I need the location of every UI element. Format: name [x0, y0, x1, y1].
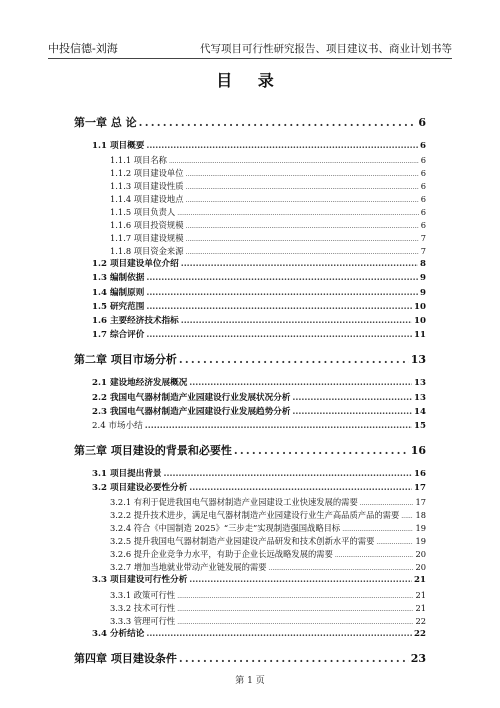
toc-page-number: 6	[420, 207, 426, 218]
toc-leader-dots	[186, 250, 419, 256]
toc-page-number: 19	[415, 536, 426, 547]
toc-leader-dots	[146, 303, 412, 312]
toc-leader-dots	[292, 408, 412, 417]
toc-page-number: 17	[415, 497, 426, 508]
toc-leader-dots	[234, 445, 409, 456]
toc-page-number: 6	[420, 220, 426, 231]
toc-entry-title: 1.1.4 项目建设地点	[110, 194, 184, 205]
toc-entry-title: 1.1.3 项目建设性质	[110, 181, 184, 192]
toc-entry-title: 1.3 编制依据	[92, 273, 145, 284]
toc-entry-title: 1.1 项目概要	[92, 141, 145, 151]
toc-leader-dots	[169, 159, 419, 165]
toc-leader-dots	[177, 594, 413, 600]
toc-leader-dots	[292, 394, 412, 403]
toc-leader-dots	[139, 117, 417, 128]
toc-subsection-entry[interactable]	[74, 617, 426, 630]
toc-leader-dots	[177, 211, 418, 217]
header-author: 中投信德-刘海	[48, 42, 118, 55]
toc-entry-title: 1.4 编制原则	[92, 287, 145, 298]
toc-section-entry[interactable]	[74, 379, 426, 393]
toc-chapter-entry[interactable]	[74, 354, 426, 371]
toc-leader-dots	[189, 576, 412, 585]
toc-entry-title: 1.2 项目建设单位介绍	[92, 259, 179, 270]
toc-page-number: 7	[420, 233, 426, 244]
toc-leader-dots	[146, 289, 418, 298]
toc-entry-title: 第二章 项目市场分析	[74, 353, 177, 367]
toc-page-number: 6	[420, 141, 426, 151]
toc-leader-dots	[146, 142, 418, 151]
toc-section-entry[interactable]	[74, 289, 426, 303]
toc-page-number: 6	[420, 155, 426, 166]
toc-section-entry[interactable]	[74, 142, 426, 156]
toc-page-number: 10	[414, 315, 426, 326]
toc-page-number: 21	[414, 575, 426, 586]
table-of-contents	[74, 108, 426, 678]
toc-leader-dots	[360, 501, 414, 507]
toc-page-number: 17	[414, 483, 426, 494]
toc-leader-dots	[186, 172, 419, 178]
toc-leader-dots	[179, 354, 409, 365]
toc-leader-dots	[145, 422, 412, 431]
toc-leader-dots	[146, 630, 412, 639]
toc-subsection-entry[interactable]	[74, 591, 426, 604]
toc-section-entry[interactable]	[74, 630, 426, 644]
toc-chapter-entry[interactable]	[74, 445, 426, 462]
toc-leader-dots	[186, 237, 419, 243]
toc-entry-title: 3.4 分析结论	[92, 628, 145, 639]
toc-entry-title: 3.2.7 增加当地就业带动产业链发展的需要	[110, 562, 267, 573]
toc-leader-dots	[189, 484, 412, 493]
toc-leader-dots	[181, 317, 412, 326]
toc-leader-dots	[376, 540, 413, 546]
toc-page-number: 9	[420, 273, 426, 284]
toc-title: 目 录	[216, 71, 284, 90]
toc-chapter-entry[interactable]	[74, 117, 426, 134]
toc-entry-title: 第四章 项目建设条件	[74, 651, 177, 665]
toc-page-number: 22	[414, 628, 426, 639]
toc-leader-dots	[164, 470, 413, 479]
toc-entry-title: 2.1 建设地经济发展概况	[92, 378, 188, 389]
toc-page-number: 13	[414, 378, 426, 389]
toc-entry-title: 1.1.6 项目投资规模	[110, 220, 184, 231]
toc-section-entry[interactable]	[74, 303, 426, 317]
toc-entry-title: 3.3.2 技术可行性	[110, 602, 176, 613]
toc-leader-dots	[181, 260, 418, 269]
toc-entry-title: 第三章 项目建设的背景和必要性	[74, 444, 232, 458]
toc-entry-title: 第一章 总 论	[74, 116, 137, 129]
toc-leader-dots	[146, 331, 412, 340]
toc-page-number: 23	[410, 651, 426, 665]
toc-section-entry[interactable]	[74, 422, 426, 436]
toc-entry-title: 2.3 我国电气器材制造产业园建设行业发展趋势分析	[92, 406, 291, 417]
toc-leader-dots	[335, 553, 414, 559]
toc-entry-title: 3.2.2 提升技术进步，满足电气器材制造产业园建设行业生产高品质产品的需要	[110, 510, 400, 521]
toc-page-number: 19	[415, 523, 426, 534]
toc-entry-title: 2.2 我国电气器材制造产业园建设行业发展状况分析	[92, 392, 291, 403]
toc-entry-title: 1.1.7 项目建设规模	[110, 233, 184, 244]
toc-leader-dots	[189, 379, 412, 388]
toc-page-number: 21	[415, 602, 426, 613]
toc-entry-title: 3.3 项目建设可行性分析	[92, 575, 188, 586]
toc-leader-dots	[177, 620, 413, 626]
toc-entry-title: 1.6 主要经济技术指标	[92, 315, 179, 326]
toc-section-entry[interactable]	[74, 484, 426, 498]
toc-page-number: 21	[415, 589, 426, 600]
toc-page-number: 10	[414, 301, 426, 312]
toc-leader-dots	[179, 653, 409, 664]
toc-page-number: 6	[420, 181, 426, 192]
toc-leader-dots	[269, 566, 414, 572]
toc-entry-title: 3.2.5 提升我国电气器材制造产业园建设产品研发和技术创新水平的需要	[110, 536, 375, 547]
toc-page-number: 8	[420, 259, 426, 270]
toc-entry-title: 3.2 项目建设必要性分析	[92, 483, 188, 494]
toc-entry-title: 1.1.5 项目负责人	[110, 207, 176, 218]
toc-leader-dots	[401, 514, 413, 520]
page-header	[48, 36, 452, 59]
toc-page-number: 6	[418, 116, 426, 129]
toc-entry-title: 3.2.6 提升企业竞争力水平，有助于企业长远战略发展的需要	[110, 549, 333, 560]
toc-leader-dots	[177, 607, 413, 613]
toc-page-number: 11	[414, 330, 426, 341]
toc-page-number: 18	[415, 510, 426, 521]
toc-section-entry[interactable]	[74, 317, 426, 331]
toc-page-number: 13	[414, 392, 426, 403]
toc-page-number: 16	[414, 469, 426, 480]
toc-leader-dots	[186, 185, 419, 191]
toc-page-number: 9	[420, 287, 426, 298]
toc-chapter-entry[interactable]	[74, 653, 426, 670]
toc-page-number: 20	[415, 549, 426, 560]
toc-section-entry[interactable]	[74, 408, 426, 422]
toc-section-entry[interactable]	[74, 331, 426, 345]
toc-entry-title: 1.1.8 项目资金来源	[110, 246, 184, 257]
toc-leader-dots	[186, 198, 419, 204]
toc-page-number: 14	[414, 406, 426, 417]
toc-leader-dots	[146, 274, 418, 283]
toc-section-entry[interactable]	[74, 576, 426, 590]
toc-page-number: 20	[415, 562, 426, 573]
toc-entry-title: 1.5 研究范围	[92, 301, 145, 312]
toc-page-number: 6	[420, 194, 426, 205]
toc-entry-title: 3.1 项目提出背景	[92, 469, 162, 480]
toc-entry-title: 3.2.4 符合《中国制造 2025》“三步走”实现制造强国战略目标	[110, 523, 341, 534]
toc-subsection-entry[interactable]	[74, 604, 426, 617]
header-tagline: 代写项目可行性研究报告、项目建议书、商业计划书等	[200, 43, 452, 55]
toc-entry-title: 1.1.1 项目名称	[110, 155, 167, 166]
toc-entry-title: 1.1.2 项目建设单位	[110, 168, 184, 179]
toc-entry-title: 3.2.1 有利于促进我国电气器材制造产业园建设工业快速发展的需要	[110, 497, 358, 508]
toc-section-entry[interactable]	[74, 394, 426, 408]
page-number: 第 1 页	[235, 676, 265, 686]
toc-leader-dots	[342, 527, 413, 533]
toc-page-number: 13	[410, 353, 426, 367]
toc-page-number: 6	[420, 168, 426, 179]
toc-entry-title: 3.3.1 政策可行性	[110, 589, 176, 600]
toc-leader-dots	[186, 224, 419, 230]
toc-page-number: 22	[415, 615, 426, 626]
toc-entry-title: 2.4 市场小结	[92, 420, 143, 431]
toc-page-number: 7	[420, 246, 426, 257]
toc-entry-title: 3.3.3 管理可行性	[110, 615, 176, 626]
toc-page-number: 15	[414, 420, 426, 431]
toc-entry-title: 1.7 综合评价	[92, 330, 145, 341]
toc-page-number: 16	[410, 444, 426, 458]
toc-section-entry[interactable]	[74, 274, 426, 288]
